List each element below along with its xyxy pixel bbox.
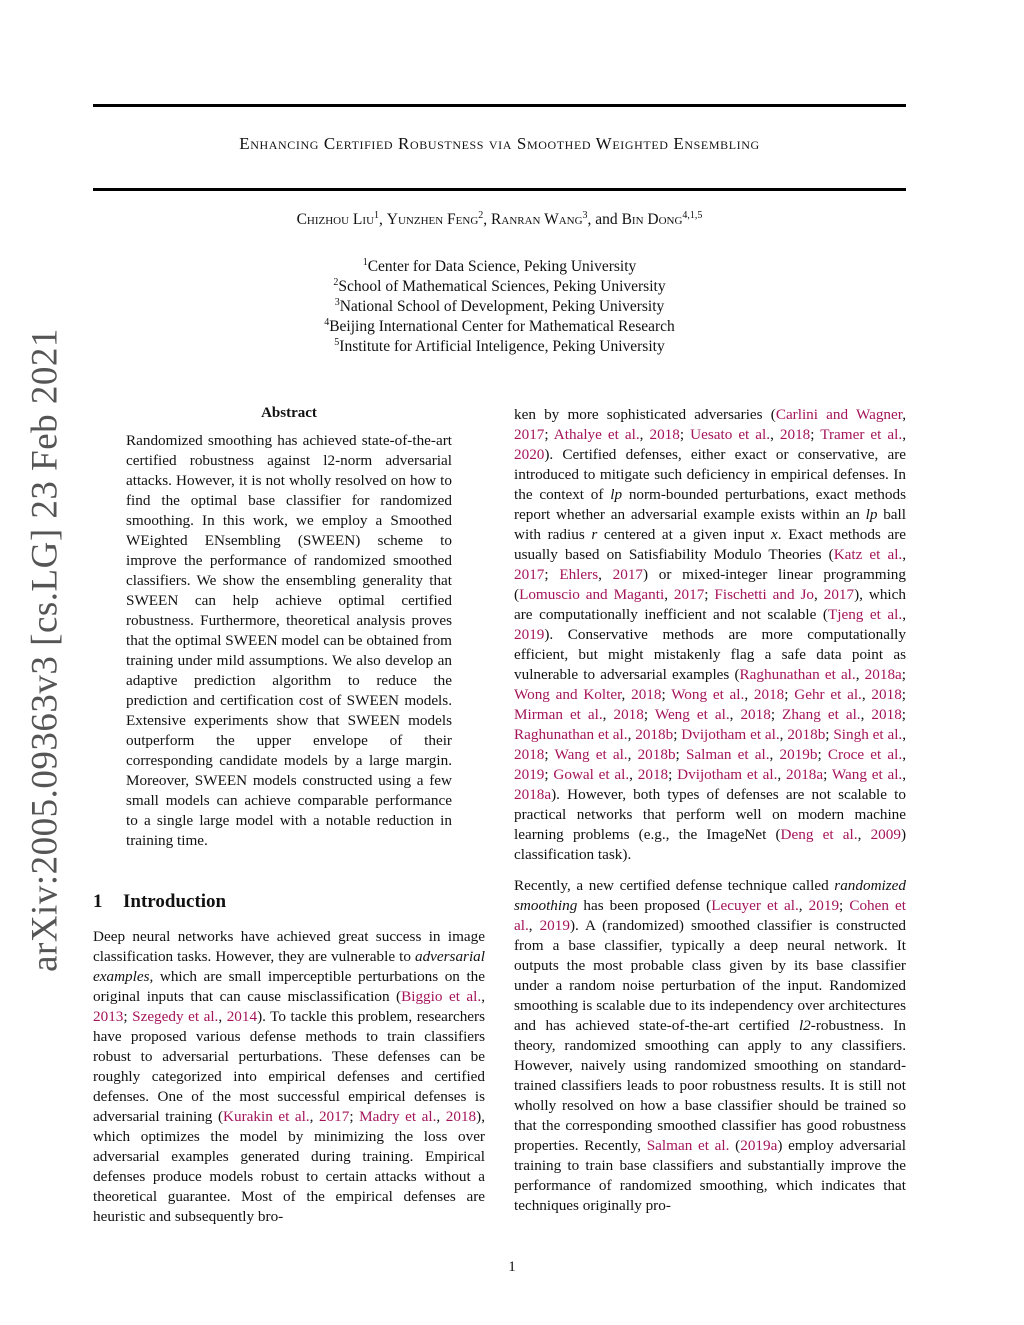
affiliation-text: Institute for Artificial Inteligence, Peking University — [339, 338, 665, 355]
citation-link[interactable]: 2017 — [673, 586, 705, 603]
section-heading-introduction — [93, 891, 485, 913]
citation-link[interactable]: 2013 — [93, 1008, 124, 1025]
paper-title: Enhancing Certified Robustness via Smoothed Weighted Ensembling — [239, 134, 760, 153]
citation-link[interactable]: 2018 — [871, 706, 902, 723]
citation-link[interactable]: 2018a — [864, 666, 902, 683]
affiliation-list — [93, 257, 906, 357]
citation-link[interactable]: 2017 — [823, 586, 855, 603]
arxiv-identifier-stamp[interactable]: arXiv:2005.09363v3 [cs.LG] 23 Feb 2021 — [24, 328, 66, 972]
affiliation-mark: 1 — [362, 256, 368, 268]
citation-link[interactable]: Szegedy et al. — [132, 1008, 219, 1025]
citation-link[interactable]: 2018 — [637, 766, 669, 783]
citation-link[interactable]: Wong and Kolter — [514, 686, 622, 703]
citation-link[interactable]: 2018 — [753, 686, 785, 703]
citation-link[interactable]: 2018 — [613, 706, 644, 723]
citation-link[interactable]: Kurakin et al. — [223, 1108, 310, 1125]
author-name: Yunzhen Feng — [386, 211, 479, 228]
citation-link[interactable]: 2018 — [445, 1108, 477, 1125]
author-affil-mark: 2 — [478, 209, 484, 221]
citation-link[interactable]: Dvijotham et al. — [681, 726, 780, 743]
affiliation-text: School of Mathematical Sciences, Peking University — [338, 278, 666, 295]
affiliation-mark: 2 — [333, 276, 339, 288]
citation-link[interactable]: Katz et al. — [833, 546, 903, 563]
citation-link[interactable]: Ehlers — [559, 566, 599, 583]
affiliation-mark: 4 — [324, 316, 330, 328]
citation-link[interactable]: 2020 — [514, 446, 545, 463]
affiliation — [93, 337, 906, 357]
citation-link[interactable]: 2017 — [318, 1108, 350, 1125]
citation-link[interactable]: Deng et al. — [780, 826, 858, 843]
affiliation-text: Center for Data Science, Peking University — [367, 258, 637, 275]
citation-link[interactable]: Wang et al. — [831, 766, 903, 783]
citation-link[interactable]: Tjeng et al. — [827, 606, 903, 623]
section-number: 1 — [93, 891, 103, 912]
citation-link[interactable]: Weng et al. — [654, 706, 730, 723]
citation-link[interactable]: Tramer et al. — [820, 426, 903, 443]
citation-link[interactable]: Dvijotham et al. — [677, 766, 778, 783]
citation-link[interactable]: Zhang et al. — [782, 706, 861, 723]
citation-link[interactable]: Gowal et al. — [553, 766, 630, 783]
affiliation-text: Beijing International Center for Mathematical Research — [329, 318, 675, 335]
citation-link[interactable]: 2019 — [514, 766, 545, 783]
citation-link[interactable]: Cohen et al. — [514, 897, 906, 934]
citation-link[interactable]: 2019b — [779, 746, 818, 763]
citation-link[interactable]: Croce et al. — [827, 746, 903, 763]
citation-link[interactable]: 2018b — [637, 746, 676, 763]
citation-link[interactable]: 2019a — [740, 1137, 778, 1154]
citation-link[interactable]: Salman et al. — [646, 1137, 730, 1154]
citation-link[interactable]: Carlini and Wagner — [775, 406, 903, 423]
citation-link[interactable]: Lomuscio and Maganti — [519, 586, 665, 603]
citation-link[interactable]: Lecuyer et al. — [711, 897, 799, 914]
affiliation-text: National School of Development, Peking University — [339, 298, 665, 315]
citation-link[interactable]: Athalye et al. — [553, 426, 640, 443]
citation-link[interactable]: 2019 — [539, 917, 570, 934]
intro-paragraph-1: Deep neural networks have achieved great success in image classification tasks. However, they are vulnerable to adversarial examples, which are small imperceptible perturbations on the original inputs that can cause misclassification (Biggio et al., 2013; Szegedy et al., 2014). To tackle this problem, researchers have proposed various defense methods to train classifiers robust to adversarial perturbations. These defenses can be roughly categorized into empirical defenses and certified defenses. One of the most successful empirical defenses is adversarial training (Kurakin et al., 2017; Madry et al., 2018), which optimizes the model by minimizing the loss over adversarial examples generated during training. Empirical defenses produce models robust to certain attacks without a theoretical guarantee. Most of the empirical defenses are heuristic and subsequently bro- — [93, 928, 485, 1225]
citation-link[interactable]: Salman et al. — [685, 746, 770, 763]
math-symbol: r — [591, 526, 598, 543]
abstract-heading: Abstract — [261, 405, 317, 421]
author-affil-mark: 1 — [374, 209, 380, 221]
section-title: Introduction — [123, 891, 227, 912]
affiliation — [93, 257, 906, 277]
citation-link[interactable]: 2018 — [649, 426, 680, 443]
affiliation-mark: 5 — [334, 336, 340, 348]
emphasis: randomized smoothing — [514, 877, 906, 914]
citation-link[interactable]: 2017 — [514, 426, 545, 443]
author-list: Chizhou Liu$^1$, Yunzhen Feng$^2$, Ranran Wang$^3$, and Bin Dong$^{4,1,5}$ — [296, 209, 703, 228]
page-number: 1 — [508, 1259, 516, 1275]
citation-link[interactable]: 2018a — [514, 786, 552, 803]
math-symbol: x — [771, 526, 778, 543]
right-column-paragraph-2: Recently, a new certified defense technique called randomized smoothing has been proposed (Lecuyer et al., 2019; Cohen et al., 2019). A (randomized) smoothed classifier is constructed from a base classifier, typically a deep neural network. It outputs the most probable class given by its base classifier under a random noise perturbation of the input. Randomized smoothing is scalable due to its independency over architectures and has achieved state-of-the-art certified l2-robustness. In theory, randomized smoothing can apply to any classifiers. However, naively using randomized smoothing on standard-trained classifiers leads to poor robustness results. It is still not wholly resolved on how a base classifier should be trained so that the corresponding smoothed classifier has good robustness properties. Recently, Salman et al. (2019a) employ adversarial training to train base classifiers and substantially improve the performance of randomized smoothing, which indicates that techniques originally pro- — [514, 877, 906, 1214]
citation-link[interactable]: Wong et al. — [671, 686, 745, 703]
title-bottom-rule — [93, 188, 906, 191]
citation-link[interactable]: 2017 — [612, 566, 644, 583]
author-conjunction: and — [595, 211, 618, 228]
math-symbol: lp — [610, 486, 623, 503]
citation-link[interactable]: 2009 — [870, 826, 901, 843]
author-name: Chizhou Liu — [296, 211, 375, 228]
citation-link[interactable]: 2018 — [514, 746, 545, 763]
citation-link[interactable]: Madry et al. — [359, 1108, 437, 1125]
author-name: Bin Dong — [621, 211, 683, 228]
citation-link[interactable]: Wang et al. — [554, 746, 628, 763]
citation-link[interactable]: Uesato et al. — [690, 426, 771, 443]
affiliation-mark: 3 — [334, 296, 340, 308]
citation-link[interactable]: Gehr et al. — [794, 686, 862, 703]
citation-link[interactable]: Raghunathan et al. — [514, 726, 628, 743]
citation-link[interactable]: 2018 — [740, 706, 771, 723]
author-affil-mark: 3 — [582, 209, 588, 221]
math-symbol: lp — [865, 506, 878, 523]
citation-link[interactable]: 2017 — [514, 566, 545, 583]
author-name: Ranran Wang — [491, 211, 583, 228]
citation-link[interactable]: Raghunathan et al. — [739, 666, 856, 683]
emphasis: adversarial examples — [93, 948, 485, 985]
abstract-body: Randomized smoothing has achieved state-of-the-art certified robustness against l2-norm adversarial attacks. However, it is not wholly resolved on how to find the optimal base classifier for randomized smoothing. In this work, we employ a Smoothed WEighted ENsembling (SWEEN) scheme to improve the performance of randomized smoothed classifiers. We show the ensembling generality that SWEEN can help achieve optimal certified robustness. Furthermore, theoretical analysis proves that the optimal SWEEN model can be obtained from training under mild assumptions. We also develop an adaptive prediction algorithm to reduce the prediction and certification cost of SWEEN models. Extensive experiments show that SWEEN models outperform the upper envelope of their corresponding candidate models by a large margin. Moreover, SWEEN models constructed using a few small models can achieve comparable performance to a single large model with a notable reduction in training time. — [126, 432, 452, 849]
top-rule — [93, 104, 906, 107]
citation-link[interactable]: Biggio et al. — [401, 988, 482, 1005]
citation-link[interactable]: 2018b — [635, 726, 674, 743]
citation-link[interactable]: 2018 — [871, 686, 902, 703]
citation-link[interactable]: 2019 — [808, 897, 840, 914]
author-affil-mark: 4,1,5 — [682, 209, 703, 221]
affiliation — [93, 317, 906, 337]
citation-link[interactable]: Fischetti and Jo — [714, 586, 814, 603]
citation-link[interactable]: 2019 — [514, 626, 545, 643]
citation-link[interactable]: 2014 — [226, 1008, 258, 1025]
citation-link[interactable]: 2018b — [787, 726, 826, 743]
citation-link[interactable]: 2018 — [779, 426, 811, 443]
citation-link[interactable]: 2018a — [786, 766, 824, 783]
right-column-paragraph-1: ken by more sophisticated adversaries (Carlini and Wagner, 2017; Athalye et al., 2018; Uesato et al., 2018; Tramer et al., 2020). Certified defenses, either exact or conservative, are introduced to mitigate such deficiency in empirical defenses. In the context of lp norm-bounded perturbations, exact methods report whether an adversarial example exists within an lp ball with radius r centered at a given input x. Exact methods are usually based on Satisfiability Modulo Theories (Katz et al., 2017; Ehlers, 2017) or mixed-integer linear programming (Lomuscio and Maganti, 2017; Fischetti and Jo, 2017), which are computationally inefficient and not scalable (Tjeng et al., 2019). Conservative methods are more computationally efficient, but might mistakenly flag a safe data point as vulnerable to adversarial examples (Raghunathan et al., 2018a; Wong and Kolter, 2018; Wong et al., 2018; Gehr et al., 2018; Mirman et al., 2018; Weng et al., 2018; Zhang et al., 2018; Raghunathan et al., 2018b; Dvijotham et al., 2018b; Singh et al., 2018; Wang et al., 2018b; Salman et al., 2019b; Croce et al., 2019; Gowal et al., 2018; Dvijotham et al., 2018a; Wang et al., 2018a). However, both types of defenses are not scalable to practical networks that perform well on modern machine learning problems (e.g., the ImageNet (Deng et al., 2009) classification task). — [514, 406, 907, 863]
citation-link[interactable]: Singh et al. — [833, 726, 903, 743]
citation-link[interactable]: Mirman et al. — [514, 706, 603, 723]
affiliation — [93, 277, 906, 297]
math-symbol: l2 — [798, 1017, 811, 1034]
citation-link[interactable]: 2018 — [631, 686, 662, 703]
affiliation — [93, 297, 906, 317]
